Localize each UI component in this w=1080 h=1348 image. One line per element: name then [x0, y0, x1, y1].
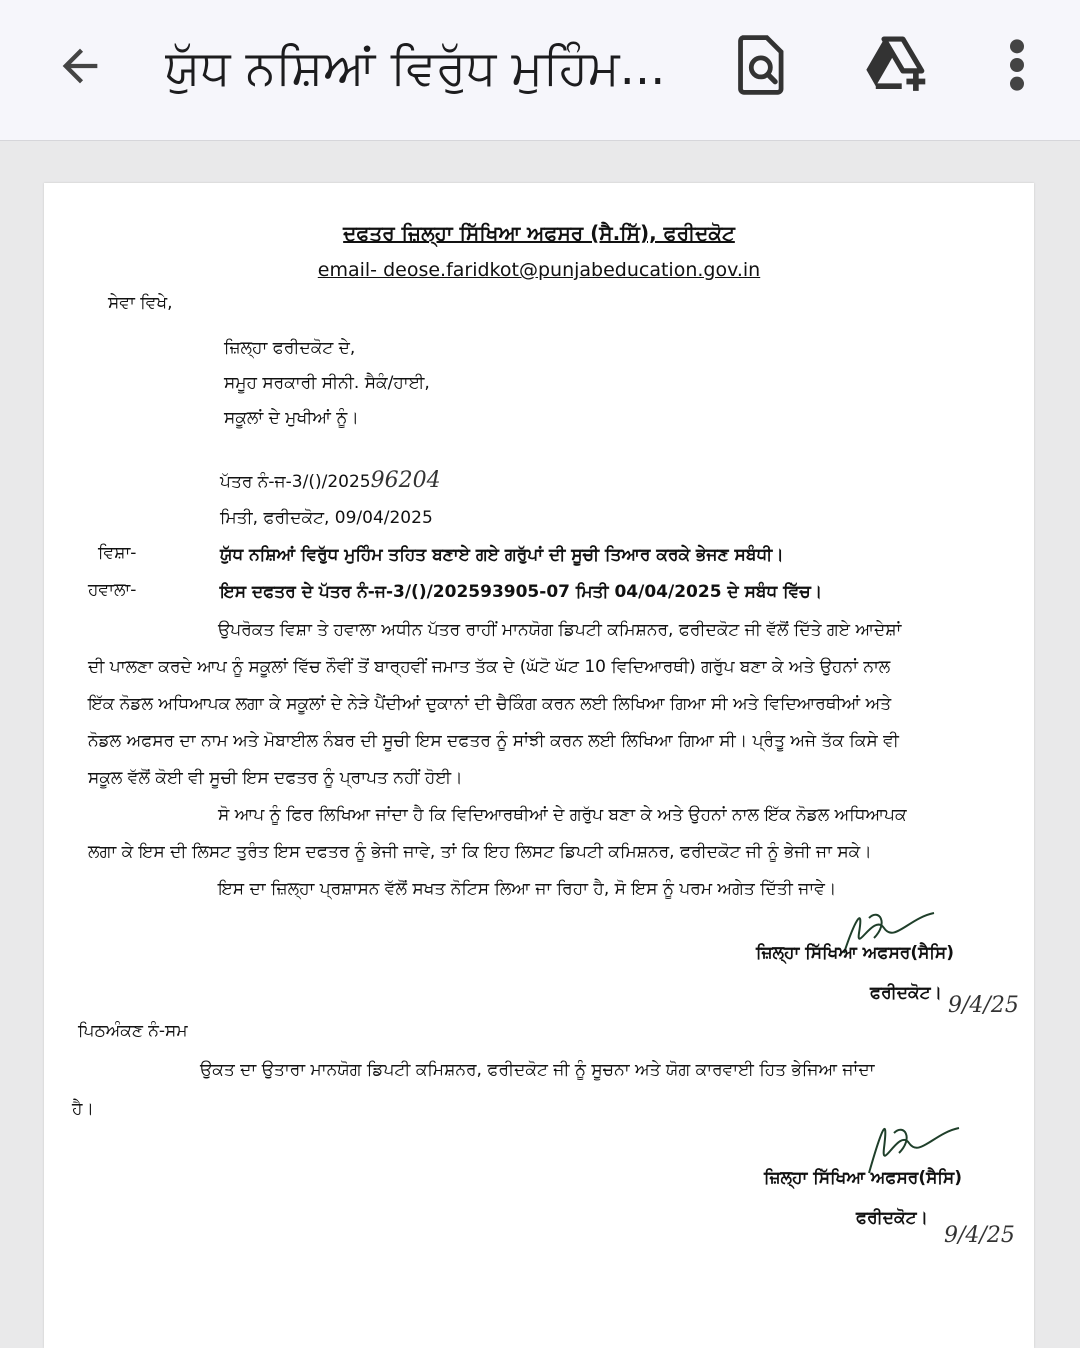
app-bar: [0, 0, 1080, 141]
endorsement-line: ਹੈ।: [72, 1099, 94, 1119]
endorsement-number: ਪਿਠਅੰਕਣ ਨੰ-ਸਮ: [78, 1021, 188, 1041]
add-to-drive-icon: [864, 36, 930, 94]
body-line: ਸਕੂਲ ਵੱਲੋਂ ਕੋਈ ਵੀ ਸੂਚੀ ਇਸ ਦਫਤਰ ਨੂੰ ਪ੍ਰਾਪਤ ਨਹੀਂ ਹੋਈ।: [88, 768, 463, 788]
body-line: ਇਸ ਦਾ ਜ਼ਿਲ੍ਹਾ ਪ੍ਰਸ਼ਾਸਨ ਵੱਲੋਂ ਸਖਤ ਨੋਟਿਸ ਲਿਆ ਜਾ ਰਿਹਾ ਹੈ, ਸੋ ਇਸ ਨੂੰ ਪਰਮ ਅਗੇਤ ਦਿੱਤੀ ਜਾਵੇ।: [218, 879, 837, 899]
body-line: ਦੀ ਪਾਲਣਾ ਕਰਦੇ ਆਪ ਨੂੰ ਸਕੂਲਾਂ ਵਿੱਚ ਨੌਵੀਂ ਤੋਂ ਬਾਰ੍ਹਵੀਂ ਜਮਾਤ ਤੱਕ ਦੇ (ਘੱਟੋ ਘੱਟ 10 ਵਿਦਿਆਰਥੀ) ਗਰੁੱਪ ਬਣਾ ਕੇ ਅਤੇ ਉਹਨਾਂ ਨਾਲ: [88, 657, 891, 677]
signatory-designation: ਜ਼ਿਲ੍ਹਾ ਸਿੱਖਿਆ ਅਫਸਰ(ਸੈਸਿ): [756, 943, 954, 963]
find-in-page-icon: [733, 34, 791, 96]
more-options-button[interactable]: [982, 30, 1052, 100]
signatory-designation: ਜ਼ਿਲ੍ਹਾ ਸਿੱਖਿਆ ਅਫਸਰ(ਸੈਸਿ): [764, 1168, 962, 1188]
endorsement-line: ਉਕਤ ਦਾ ਉਤਾਰਾ ਮਾਨਯੋਗ ਡਿਪਟੀ ਕਮਿਸ਼ਨਰ, ਫਰੀਦਕੋਟ ਜੀ ਨੂੰ ਸੂਚਨਾ ਅਤੇ ਯੋਗ ਕਾਰਵਾਈ ਹਿਤ ਭੇਜਿਆ ਜਾਂਦਾ: [200, 1060, 875, 1080]
salutation: ਸੇਵਾ ਵਿਖੇ,: [108, 293, 173, 313]
find-in-page-button[interactable]: [727, 30, 797, 100]
body-line: ਲਗਾ ਕੇ ਇਸ ਦੀ ਲਿਸਟ ਤੁਰੰਤ ਇਸ ਦਫਤਰ ਨੂੰ ਭੇਜੀ ਜਾਵੇ, ਤਾਂ ਕਿ ਇਹ ਲਿਸਟ ਡਿਪਟੀ ਕਮਿਸ਼ਨਰ, ਫਰੀਦਕੋਟ ਜੀ ਨੂੰ ਭੇਜੀ ਜਾ ਸਕੇ।: [88, 842, 872, 862]
signatory-place: ਫਰੀਦਕੋਟ।: [870, 983, 942, 1003]
letter-number: ਪੱਤਰ ਨੰ-ਜ-3/()/202596204: [220, 468, 441, 493]
reference-text: ਇਸ ਦਫਤਰ ਦੇ ਪੱਤਰ ਨੰ-ਜ-3/()/202593905-07 ਮਿਤੀ 04/04/2025 ਦੇ ਸਬੰਧ ਵਿੱਚ।: [220, 582, 823, 602]
add-to-drive-button[interactable]: [862, 30, 932, 100]
body-line: ਉਪਰੋਕਤ ਵਿਸ਼ਾ ਤੇ ਹਵਾਲਾ ਅਧੀਨ ਪੱਤਰ ਰਾਹੀਂ ਮਾਨਯੋਗ ਡਿਪਟੀ ਕਮਿਸ਼ਨਰ, ਫਰੀਦਕੋਟ ਜੀ ਵੱਲੋਂ ਦਿੱਤੇ ਗਏ ਆਦੇਸ਼ਾਂ: [218, 620, 902, 640]
address-line: ਸਕੂਲਾਂ ਦੇ ਮੁਖੀਆਂ ਨੂੰ।: [224, 408, 359, 428]
office-email: email- deose.faridkot@punjabeducation.gov.in: [317, 259, 761, 281]
handwritten-dispatch-number: 96204: [370, 468, 441, 493]
body-line: ਇੱਕ ਨੋਡਲ ਅਧਿਆਪਕ ਲਗਾ ਕੇ ਸਕੂਲਾਂ ਦੇ ਨੇੜੇ ਪੈਂਦੀਆਂ ਦੁਕਾਨਾਂ ਦੀ ਚੈਕਿੰਗ ਕਰਨ ਲਈ ਲਿਖਿਆ ਗਿਆ ਸੀ ਅਤੇ ਵਿਦਿਆਰਥੀਆਂ ਅਤੇ: [88, 694, 892, 714]
document-page: [44, 183, 1034, 1348]
handwritten-date: 9/4/25: [948, 993, 1019, 1018]
letter-date: ਮਿਤੀ, ਫਰੀਦਕੋਟ, 09/04/2025: [220, 508, 433, 528]
handwritten-date: 9/4/25: [944, 1223, 1015, 1248]
address-line: ਸਮੂਹ ਸਰਕਾਰੀ ਸੀਨੀ. ਸੈਕੰ/ਹਾਈ,: [224, 373, 430, 393]
body-line: ਸੋ ਆਪ ਨੂੰ ਫਿਰ ਲਿਖਿਆ ਜਾਂਦਾ ਹੈ ਕਿ ਵਿਦਿਆਰਥੀਆਂ ਦੇ ਗਰੁੱਪ ਬਣਾ ਕੇ ਅਤੇ ਉਹਨਾਂ ਨਾਲ ਇੱਕ ਨੋਡਲ ਅਧਿਆਪਕ: [218, 805, 907, 825]
reference-label: ਹਵਾਲਾ-: [88, 580, 137, 600]
office-heading: ਦਫਤਰ ਜ਼ਿਲ੍ਹਾ ਸਿੱਖਿਆ ਅਫਸਰ (ਸੈ.ਸਿੱ), ਫਰੀਦਕੋਟ: [343, 221, 735, 245]
subject-text: ਯੁੱਧ ਨਸ਼ਿਆਂ ਵਿਰੁੱਧ ਮੁਹਿੰਮ ਤਹਿਤ ਬਣਾਏ ਗਏ ਗਰੁੱਪਾਂ ਦੀ ਸੂਚੀ ਤਿਆਰ ਕਰਕੇ ਭੇਜਣ ਸਬੰਧੀ।: [220, 545, 784, 565]
address-line: ਜ਼ਿਲ੍ਹਾ ਫਰੀਦਕੋਟ ਦੇ,: [224, 338, 356, 358]
more-vertical-icon: [1007, 37, 1027, 93]
signatory-place: ਫਰੀਦਕੋਟ।: [856, 1208, 928, 1228]
body-line: ਨੋਡਲ ਅਫਸਰ ਦਾ ਨਾਮ ਅਤੇ ਮੋਬਾਈਲ ਨੰਬਰ ਦੀ ਸੂਚੀ ਇਸ ਦਫਤਰ ਨੂੰ ਸਾਂਝੀ ਕਰਨ ਲਈ ਲਿਖਿਆ ਗਿਆ ਸੀ। ਪ੍ਰੰਤੂ ਅਜੇ ਤੱਕ ਕਿਸੇ ਵੀ: [88, 731, 899, 751]
document-title: ਯੁੱਧ ਨਸ਼ਿਆਂ ਵਿਰੁੱਧ ਮੁਹਿੰਮ...: [165, 40, 666, 96]
arrow-left-icon: [54, 40, 106, 92]
back-button[interactable]: [50, 36, 110, 96]
subject-label: ਵਿਸ਼ਾ-: [98, 543, 137, 563]
